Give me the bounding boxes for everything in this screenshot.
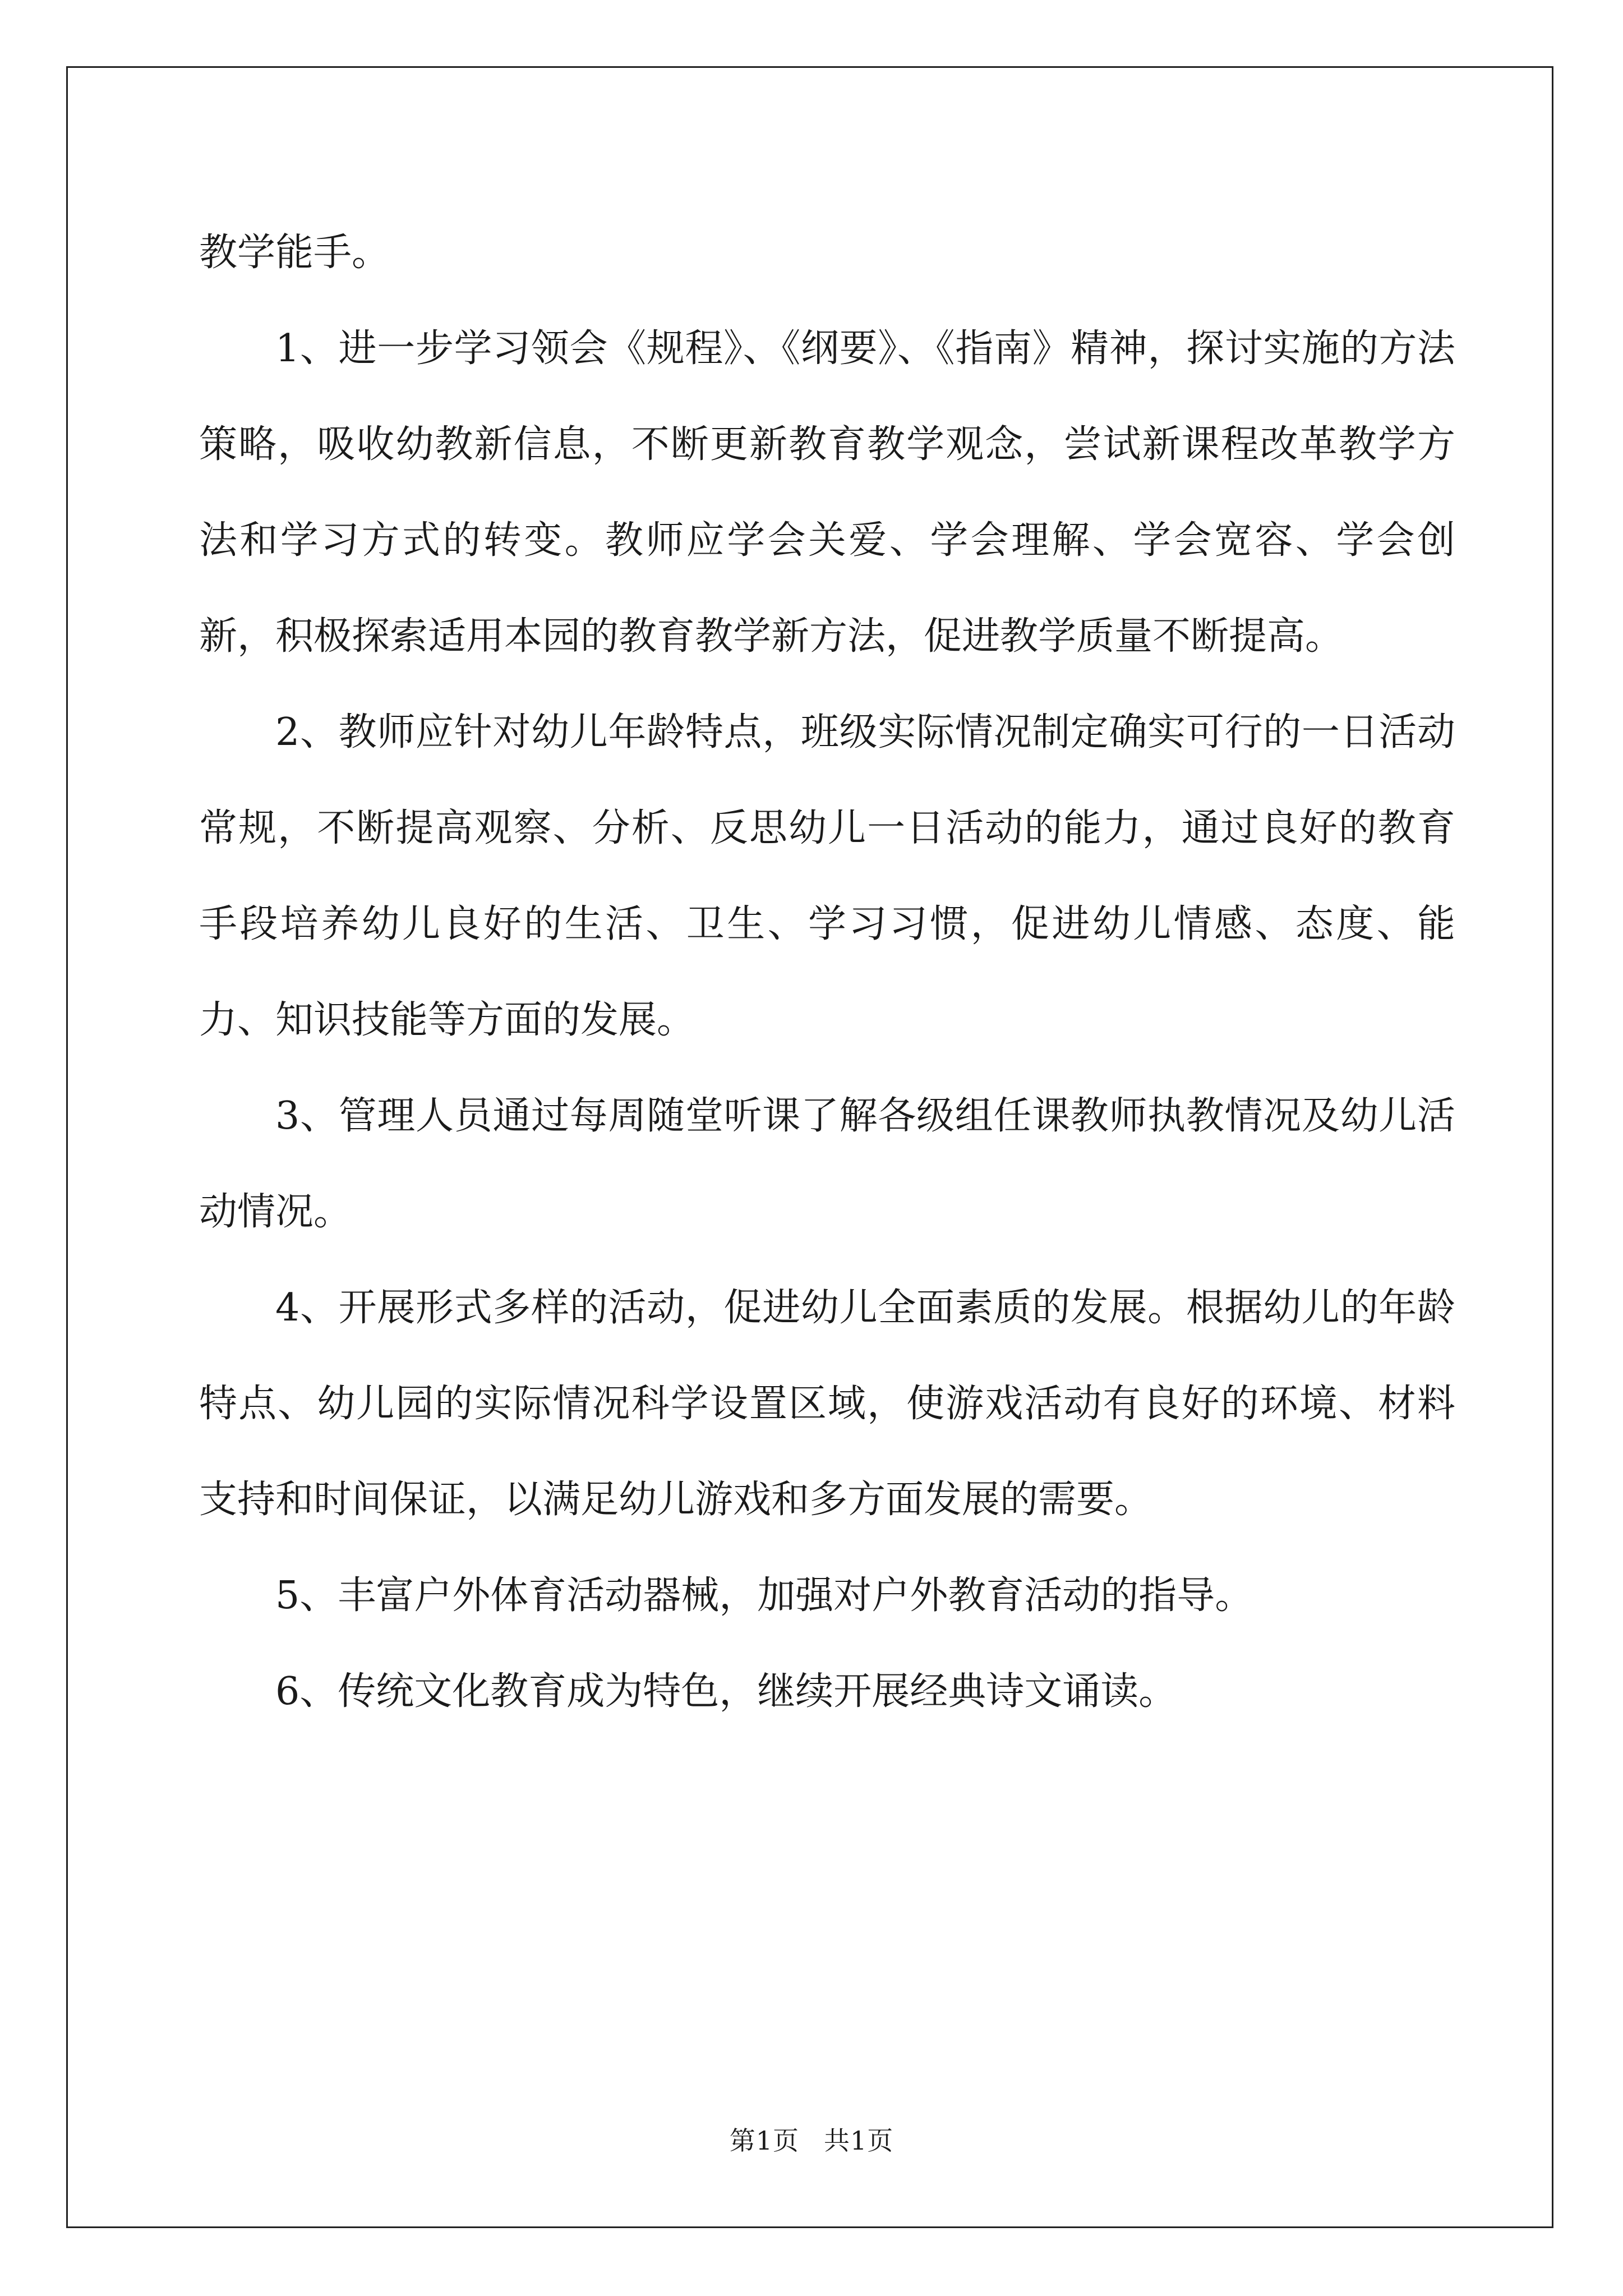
page-total: 共1页 (824, 2125, 894, 2156)
page-footer (0, 2120, 1623, 2157)
document-body (199, 205, 1455, 1740)
paragraph-item-3: 3、管理人员通过每周随堂听课了解各级组任课教师执教情况及幼儿活动情况。 (199, 1094, 1455, 1234)
paragraph-continuation: 教学能手。 (199, 231, 390, 275)
paragraph-item-5: 5、丰富户外体育活动器械，加强对户外教育活动的指导。 (275, 1573, 1253, 1618)
page-number: 第1页 (729, 2125, 799, 2156)
paragraph-item-2: 2、教师应针对幼儿年龄特点，班级实际情况制定确实可行的一日活动常规，不断提高观察、分析、反思幼儿一日活动的能力，通过良好的教育手段培养幼儿良好的生活、卫生、学习习惯，促进幼儿情感、态度、能力、知识技能等方面的发展。 (199, 710, 1455, 1042)
paragraph-item-6: 6、传统文化教育成为特色，继续开展经典诗文诵读。 (275, 1669, 1177, 1714)
paragraph-item-1: 1、进一步学习领会《规程》、《纲要》、《指南》精神，探讨实施的方法策略，吸收幼教新信息，不断更新教育教学观念，尝试新课程改革教学方法和学习方式的转变。教师应学会关爱、学会理解、学会宽容、学会创新，积极探索适用本园的教育教学新方法，促进教学质量不断提高。 (199, 326, 1455, 659)
paragraph-item-4: 4、开展形式多样的活动，促进幼儿全面素质的发展。根据幼儿的年龄特点、幼儿园的实际情况科学设置区域，使游戏活动有良好的环境、材料支持和时间保证，以满足幼儿游戏和多方面发展的需要。 (199, 1286, 1455, 1522)
